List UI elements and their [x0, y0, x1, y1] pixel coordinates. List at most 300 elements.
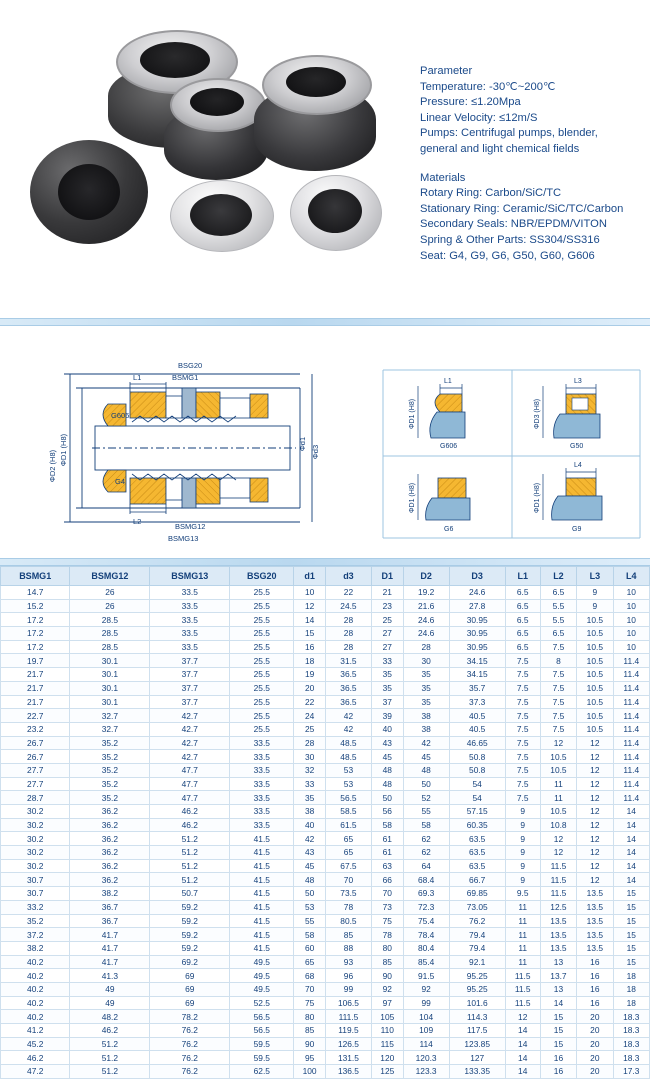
- table-row: [1, 1024, 650, 1038]
- table-cell: 10: [613, 613, 649, 627]
- table-cell: 50.7: [150, 887, 230, 901]
- table-cell: 11: [505, 928, 540, 942]
- table-row: [1, 1065, 650, 1079]
- table-cell: 41.5: [230, 914, 294, 928]
- table-cell: 11.4: [613, 736, 649, 750]
- table-cell: 37.7: [150, 695, 230, 709]
- table-cell: 30.2: [1, 805, 70, 819]
- table-header-bsg20: BSG20: [230, 567, 294, 586]
- table-row: [1, 955, 650, 969]
- table-cell: 80.5: [325, 914, 371, 928]
- table-cell: 49: [70, 996, 150, 1010]
- table-cell: 31.5: [325, 654, 371, 668]
- table-cell: 32.7: [70, 709, 150, 723]
- table-cell: 49.5: [230, 955, 294, 969]
- table-cell: 12.5: [540, 900, 576, 914]
- table-cell: 23: [372, 599, 404, 613]
- table-cell: 10.5: [540, 805, 576, 819]
- table-cell: 10: [613, 627, 649, 641]
- table-cell: 67.5: [325, 859, 371, 873]
- table-cell: 119.5: [325, 1024, 371, 1038]
- table-cell: 117.5: [449, 1024, 505, 1038]
- table-cell: 11: [540, 777, 576, 791]
- table-cell: 70: [294, 982, 326, 996]
- table-cell: 12: [540, 736, 576, 750]
- table-cell: 25.5: [230, 586, 294, 600]
- table-cell: 123.3: [403, 1065, 449, 1079]
- table-cell: 15.2: [1, 599, 70, 613]
- table-cell: 40: [294, 818, 326, 832]
- table-cell: 41.5: [230, 846, 294, 860]
- seal-stationary-ring-right: [290, 175, 382, 251]
- table-header-d3: D3: [449, 567, 505, 586]
- table-cell: 12: [577, 750, 613, 764]
- table-cell: 5.5: [540, 613, 576, 627]
- seat4-name: G9: [572, 526, 582, 533]
- parameter-temperature: Temperature: -30℃~200℃: [420, 80, 556, 93]
- table-cell: 21.6: [403, 599, 449, 613]
- table-cell: 76.2: [150, 1024, 230, 1038]
- table-cell: 21.7: [1, 695, 70, 709]
- table-header-l2: L2: [540, 567, 576, 586]
- table-cell: 16: [577, 996, 613, 1010]
- table-cell: 13.5: [540, 941, 576, 955]
- technical-drawing-section: [0, 326, 650, 558]
- table-cell: 76.2: [150, 1065, 230, 1079]
- table-row: [1, 1051, 650, 1065]
- table-cell: 7.5: [540, 668, 576, 682]
- table-cell: 38: [294, 805, 326, 819]
- table-cell: 52: [403, 791, 449, 805]
- table-cell: 9: [505, 846, 540, 860]
- table-cell: 53: [325, 777, 371, 791]
- table-cell: 126.5: [325, 1037, 371, 1051]
- table-header-bsmg1: BSMG1: [1, 567, 70, 586]
- table-row: [1, 736, 650, 750]
- table-cell: 40.2: [1, 982, 70, 996]
- label-phi-d1: ΦD1 (H8): [59, 433, 68, 467]
- table-cell: 40.2: [1, 955, 70, 969]
- table-cell: 63.5: [449, 846, 505, 860]
- table-cell: 18: [294, 654, 326, 668]
- table-cell: 36.2: [70, 818, 150, 832]
- specifications-block: [420, 64, 650, 264]
- table-cell: 45: [403, 750, 449, 764]
- table-cell: 28: [325, 627, 371, 641]
- table-cell: 11.5: [505, 982, 540, 996]
- label-phi-d1-small: Φd1: [298, 436, 307, 452]
- seat2-bore-label: ΦD3 (H8): [534, 398, 541, 430]
- table-cell: 10.5: [577, 681, 613, 695]
- table-cell: 41.5: [230, 928, 294, 942]
- table-cell: 125: [372, 1065, 404, 1079]
- table-cell: 40.2: [1, 1010, 70, 1024]
- table-cell: 78: [325, 900, 371, 914]
- table-cell: 27: [372, 627, 404, 641]
- table-cell: 21: [372, 586, 404, 600]
- table-cell: 56: [372, 805, 404, 819]
- table-cell: 41.7: [70, 928, 150, 942]
- table-row: [1, 941, 650, 955]
- table-cell: 42.7: [150, 736, 230, 750]
- table-cell: 34.15: [449, 654, 505, 668]
- divider-bar-top: [0, 318, 650, 326]
- table-cell: 7.5: [540, 709, 576, 723]
- table-cell: 36.2: [70, 805, 150, 819]
- table-header-l4: L4: [613, 567, 649, 586]
- table-cell: 25.5: [230, 695, 294, 709]
- table-cell: 90: [372, 969, 404, 983]
- table-cell: 65: [325, 832, 371, 846]
- table-cell: 32: [294, 763, 326, 777]
- table-cell: 11.4: [613, 681, 649, 695]
- table-cell: 53: [325, 763, 371, 777]
- table-cell: 33.5: [150, 627, 230, 641]
- table-header-row: [1, 567, 650, 586]
- table-cell: 38: [403, 709, 449, 723]
- table-cell: 20: [577, 1051, 613, 1065]
- table-cell: 7.5: [505, 763, 540, 777]
- table-cell: 43: [372, 736, 404, 750]
- table-cell: 93: [325, 955, 371, 969]
- table-cell: 33.5: [150, 640, 230, 654]
- table-cell: 56.5: [325, 791, 371, 805]
- table-cell: 10.5: [577, 627, 613, 641]
- table-cell: 35.7: [449, 681, 505, 695]
- table-cell: 23.2: [1, 722, 70, 736]
- table-cell: 13: [540, 955, 576, 969]
- table-cell: 35: [294, 791, 326, 805]
- table-cell: 133.35: [449, 1065, 505, 1079]
- table-cell: 66.7: [449, 873, 505, 887]
- table-cell: 50: [403, 777, 449, 791]
- table-cell: 51.2: [150, 859, 230, 873]
- table-cell: 10: [613, 586, 649, 600]
- table-cell: 56.5: [230, 1010, 294, 1024]
- table-cell: 41.7: [70, 941, 150, 955]
- table-cell: 11: [505, 941, 540, 955]
- table-row: [1, 613, 650, 627]
- table-cell: 16: [540, 1065, 576, 1079]
- table-cell: 46.2: [150, 818, 230, 832]
- table-cell: 22: [325, 586, 371, 600]
- table-cell: 15: [613, 928, 649, 942]
- table-cell: 69.2: [150, 955, 230, 969]
- table-cell: 7.5: [540, 722, 576, 736]
- table-cell: 19: [294, 668, 326, 682]
- table-cell: 73.5: [325, 887, 371, 901]
- table-cell: 13.7: [540, 969, 576, 983]
- table-cell: 41.5: [230, 832, 294, 846]
- table-cell: 12: [577, 818, 613, 832]
- table-cell: 91.5: [403, 969, 449, 983]
- table-cell: 55: [294, 914, 326, 928]
- table-cell: 13.5: [577, 914, 613, 928]
- table-cell: 13.5: [577, 928, 613, 942]
- table-cell: 76.2: [150, 1051, 230, 1065]
- table-cell: 47.2: [1, 1065, 70, 1079]
- table-cell: 69: [150, 982, 230, 996]
- table-header-l3: L3: [577, 567, 613, 586]
- table-cell: 114: [403, 1037, 449, 1051]
- table-cell: 13.5: [577, 900, 613, 914]
- table-row: [1, 1037, 650, 1051]
- table-cell: 95.25: [449, 982, 505, 996]
- table-body: [1, 586, 650, 1079]
- parameter-linear-velocity: Linear Velocity: ≤12m/S: [420, 111, 538, 124]
- table-cell: 16: [577, 955, 613, 969]
- label-l1: L1: [133, 373, 142, 382]
- table-cell: 15: [294, 627, 326, 641]
- table-cell: 24: [294, 709, 326, 723]
- table-cell: 40.2: [1, 996, 70, 1010]
- table-cell: 35.2: [1, 914, 70, 928]
- table-cell: 25.5: [230, 709, 294, 723]
- table-cell: 30.2: [1, 859, 70, 873]
- table-cell: 15: [540, 1010, 576, 1024]
- table-cell: 95: [294, 1051, 326, 1065]
- table-header-d1: D1: [372, 567, 404, 586]
- table-cell: 14: [613, 805, 649, 819]
- table-cell: 12: [577, 859, 613, 873]
- table-cell: 18.3: [613, 1037, 649, 1051]
- table-cell: 20: [294, 681, 326, 695]
- material-spring-other-parts: Spring & Other Parts: SS304/SS316: [420, 233, 600, 246]
- table-cell: 36.2: [70, 873, 150, 887]
- table-cell: 11.4: [613, 791, 649, 805]
- table-cell: 111.5: [325, 1010, 371, 1024]
- table-cell: 25.5: [230, 681, 294, 695]
- table-cell: 25.5: [230, 640, 294, 654]
- table-cell: 115: [372, 1037, 404, 1051]
- table-cell: 62: [403, 832, 449, 846]
- table-cell: 40.2: [1, 969, 70, 983]
- table-cell: 12: [294, 599, 326, 613]
- table-cell: 27.8: [449, 599, 505, 613]
- label-phi-d3-small: Φd3: [311, 444, 320, 460]
- table-cell: 7.5: [540, 640, 576, 654]
- table-cell: 37.3: [449, 695, 505, 709]
- table-cell: 42: [325, 722, 371, 736]
- table-cell: 28: [294, 736, 326, 750]
- table-cell: 30.1: [70, 668, 150, 682]
- table-cell: 33.5: [230, 736, 294, 750]
- table-cell: 63: [372, 859, 404, 873]
- seat-detail-g9: [534, 462, 602, 533]
- table-cell: 36.5: [325, 695, 371, 709]
- label-bsg20: BSG20: [178, 361, 203, 370]
- table-row: [1, 654, 650, 668]
- table-cell: 42.7: [150, 722, 230, 736]
- table-cell: 26.7: [1, 736, 70, 750]
- table-cell: 7.5: [505, 654, 540, 668]
- table-cell: 28.5: [70, 613, 150, 627]
- table-cell: 14: [505, 1037, 540, 1051]
- table-cell: 30.2: [1, 832, 70, 846]
- table-cell: 20: [577, 1037, 613, 1051]
- table-cell: 59.2: [150, 941, 230, 955]
- label-g4: G4: [115, 477, 126, 486]
- table-cell: 41.2: [1, 1024, 70, 1038]
- table-row: [1, 709, 650, 723]
- table-cell: 6.5: [505, 586, 540, 600]
- table-cell: 25.5: [230, 599, 294, 613]
- table-cell: 65: [325, 846, 371, 860]
- table-row: [1, 900, 650, 914]
- table-cell: 88: [325, 941, 371, 955]
- table-cell: 30.95: [449, 627, 505, 641]
- table-cell: 50: [372, 791, 404, 805]
- materials-heading: Materials: [420, 171, 466, 184]
- table-cell: 80: [372, 941, 404, 955]
- table-cell: 58: [372, 818, 404, 832]
- parameter-pressure: Pressure: ≤1.20Mpa: [420, 96, 521, 109]
- table-cell: 7.5: [540, 695, 576, 709]
- table-cell: 60.35: [449, 818, 505, 832]
- table-cell: 33.5: [230, 763, 294, 777]
- table-cell: 78.2: [150, 1010, 230, 1024]
- divider-bar-bottom: [0, 558, 650, 566]
- table-cell: 11.5: [540, 873, 576, 887]
- table-header-l1: L1: [505, 567, 540, 586]
- table-cell: 59.5: [230, 1051, 294, 1065]
- table-cell: 75: [372, 914, 404, 928]
- table-row: [1, 805, 650, 819]
- table-cell: 33.5: [230, 805, 294, 819]
- table-cell: 18.3: [613, 1024, 649, 1038]
- table-cell: 28: [403, 640, 449, 654]
- table-cell: 20: [577, 1024, 613, 1038]
- table-cell: 64: [403, 859, 449, 873]
- table-cell: 63.5: [449, 859, 505, 873]
- table-cell: 15: [613, 941, 649, 955]
- table-cell: 51.2: [150, 846, 230, 860]
- table-cell: 30.2: [1, 846, 70, 860]
- table-cell: 92.1: [449, 955, 505, 969]
- table-cell: 11.4: [613, 750, 649, 764]
- table-cell: 7.5: [505, 791, 540, 805]
- table-cell: 58: [403, 818, 449, 832]
- table-cell: 11.4: [613, 777, 649, 791]
- table-cell: 12: [540, 832, 576, 846]
- table-cell: 33.2: [1, 900, 70, 914]
- table-cell: 33.5: [150, 599, 230, 613]
- table-header-bsmg12: BSMG12: [70, 567, 150, 586]
- table-cell: 25: [372, 613, 404, 627]
- table-cell: 33.5: [230, 750, 294, 764]
- table-cell: 80: [294, 1010, 326, 1024]
- table-cell: 11.5: [505, 969, 540, 983]
- seat4-dim-label: L4: [574, 462, 582, 469]
- table-cell: 48: [372, 777, 404, 791]
- table-header-d2: D2: [403, 567, 449, 586]
- table-cell: 16: [577, 982, 613, 996]
- table-cell: 11.4: [613, 709, 649, 723]
- table-cell: 11.5: [505, 996, 540, 1010]
- table-header-d1: d1: [294, 567, 326, 586]
- table-cell: 26.7: [1, 750, 70, 764]
- table-cell: 48: [403, 763, 449, 777]
- table-cell: 41.5: [230, 900, 294, 914]
- table-cell: 7.5: [505, 722, 540, 736]
- table-cell: 58.5: [325, 805, 371, 819]
- table-cell: 9: [505, 832, 540, 846]
- table-cell: 12: [577, 832, 613, 846]
- table-cell: 51.2: [150, 873, 230, 887]
- table-cell: 12: [505, 1010, 540, 1024]
- table-row: [1, 982, 650, 996]
- table-header-bsmg13: BSMG13: [150, 567, 230, 586]
- table-cell: 35: [403, 695, 449, 709]
- table-row: [1, 791, 650, 805]
- table-cell: 25.5: [230, 627, 294, 641]
- table-cell: 25.5: [230, 722, 294, 736]
- parameter-pumps-line2: general and light chemical fields: [420, 142, 580, 155]
- table-cell: 18: [613, 969, 649, 983]
- table-cell: 11.4: [613, 695, 649, 709]
- table-cell: 120: [372, 1051, 404, 1065]
- table-cell: 28.7: [1, 791, 70, 805]
- table-cell: 14: [613, 832, 649, 846]
- table-cell: 30.1: [70, 681, 150, 695]
- table-cell: 42: [403, 736, 449, 750]
- table-row: [1, 681, 650, 695]
- table-cell: 79.4: [449, 928, 505, 942]
- table-cell: 59.2: [150, 914, 230, 928]
- table-cell: 21.7: [1, 681, 70, 695]
- dimension-table: [0, 566, 650, 1079]
- table-cell: 14: [294, 613, 326, 627]
- table-cell: 30.2: [1, 818, 70, 832]
- table-cell: 6.5: [505, 613, 540, 627]
- table-cell: 120.3: [403, 1051, 449, 1065]
- table-cell: 61.5: [325, 818, 371, 832]
- table-cell: 20: [577, 1065, 613, 1079]
- table-cell: 40.5: [449, 709, 505, 723]
- table-cell: 43: [294, 846, 326, 860]
- table-cell: 41.3: [70, 969, 150, 983]
- seat1-dim-label: L1: [444, 378, 452, 385]
- table-cell: 14: [505, 1024, 540, 1038]
- table-row: [1, 640, 650, 654]
- table-cell: 37.7: [150, 654, 230, 668]
- table-cell: 50.8: [449, 750, 505, 764]
- table-cell: 41.5: [230, 941, 294, 955]
- table-cell: 12: [577, 873, 613, 887]
- table-row: [1, 818, 650, 832]
- table-cell: 30.95: [449, 640, 505, 654]
- table-cell: 10.5: [577, 695, 613, 709]
- table-cell: 63.5: [449, 832, 505, 846]
- table-cell: 30.95: [449, 613, 505, 627]
- table-cell: 28.5: [70, 640, 150, 654]
- table-row: [1, 599, 650, 613]
- table-cell: 65: [294, 955, 326, 969]
- table-cell: 19.7: [1, 654, 70, 668]
- dimension-table-wrapper: [0, 566, 650, 1079]
- table-cell: 50.8: [449, 763, 505, 777]
- table-cell: 11.5: [540, 887, 576, 901]
- table-cell: 28: [325, 640, 371, 654]
- table-cell: 41.5: [230, 887, 294, 901]
- table-cell: 10.5: [577, 654, 613, 668]
- table-cell: 76.2: [449, 914, 505, 928]
- seat1-bore-label: ΦD1 (H8): [409, 398, 416, 430]
- table-cell: 75.4: [403, 914, 449, 928]
- table-cell: 32.7: [70, 722, 150, 736]
- table-cell: 7.5: [505, 736, 540, 750]
- table-cell: 73.05: [449, 900, 505, 914]
